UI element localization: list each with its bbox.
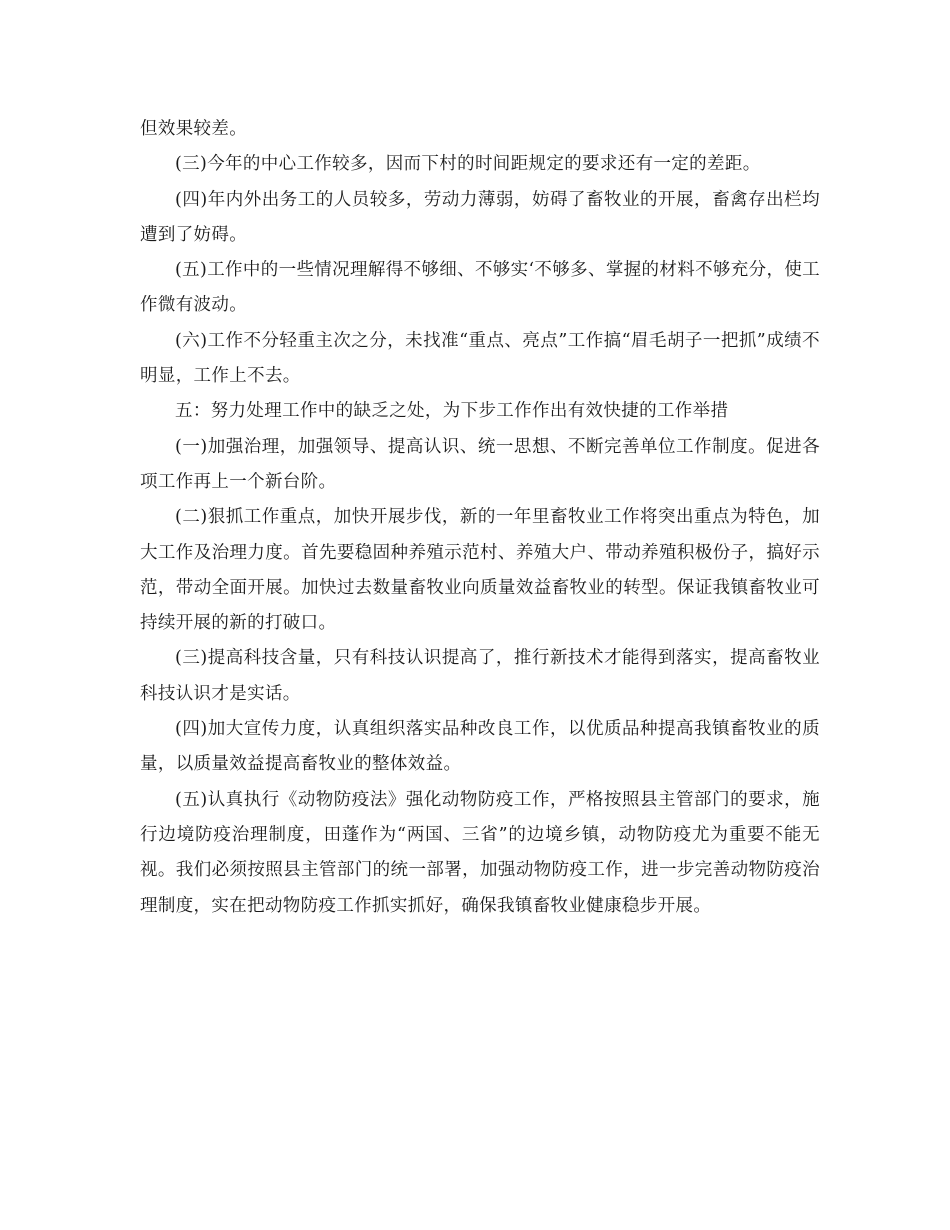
- paragraph-7: (一)加强治理，加强领导、提高认识、统一思想、不断完善单位工作制度。促进各项工作再上一个新台阶。: [140, 436, 820, 492]
- paragraph-1: 但效果较差。: [140, 119, 248, 139]
- paragraph-4: (五)工作中的一些情况理解得不够细、不够实‘不够多、掌握的材料不够充分，使工作微有波动。: [140, 260, 821, 316]
- document-body: [140, 112, 820, 924]
- paragraph-2: (三)今年的中心工作较多，因而下村的时间距规定的要求还有一定的差距。: [175, 154, 761, 175]
- paragraph-9: (三)提高科技含量，只有科技认识提高了，推行新技术才能得到落实，提高畜牧业科技认识才是实话。: [140, 648, 820, 704]
- section-heading-5: 五：努力处理工作中的缺乏之处，为下步工作作出有效快捷的工作举措: [175, 401, 729, 422]
- paragraph-11: (五)认真执行《动物防疫法》强化动物防疫工作，严格按照县主管部门的要求，施行边境防疫治理制度，田蓬作为“两国、三省”的边境乡镇，动物防疫尤为重要不能无视。我们必须按照县主管部门的统一部署，加强动物防疫工作，进一步完善动物防疫治理制度，实在把动物防疫工作抓实抓好，确保我镇畜牧业健康稳步开展。: [140, 789, 820, 916]
- paragraph-3: (四)年内外出务工的人员较多，劳动力薄弱，妨碍了畜牧业的开展，畜禽存出栏均遭到了妨碍。: [140, 189, 820, 245]
- paragraph-10: (四)加大宣传力度，认真组织落实品种改良工作，以优质品种提高我镇畜牧业的质量，以质量效益提高畜牧业的整体效益。: [140, 719, 820, 775]
- paragraph-5: (六)工作不分轻重主次之分，未找准“重点、亮点”工作搞“眉毛胡子一把抓”成绩不明显，工作上不去。: [140, 330, 820, 387]
- paragraph-8: (二)狠抓工作重点，加快开展步伐，新的一年里畜牧业工作将突出重点为特色，加大工作及治理力度。首先要稳固种养殖示范村、养殖大户、带动养殖积极份子，搞好示范，带动全面开展。加快过去数量畜牧业向质量效益畜牧业的转型。保证我镇畜牧业可持续开展的新的打破口。: [140, 507, 820, 634]
